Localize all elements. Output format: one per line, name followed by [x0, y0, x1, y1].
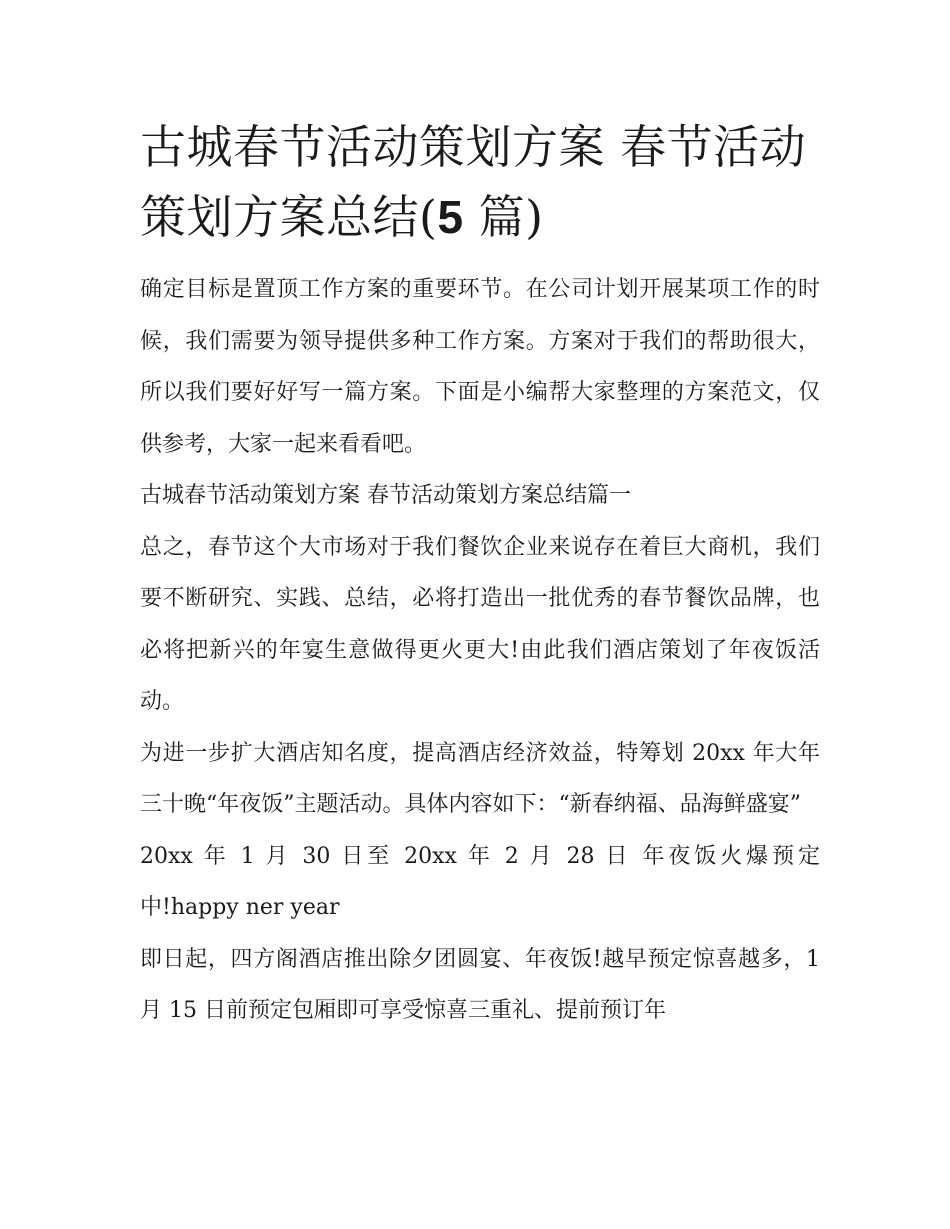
title-text: 古城春节活动策划方案 春节活动策划方案总结( — [140, 120, 807, 244]
body-paragraph: 20xx 年 1 月 30 日至 20xx 年 2 月 28 日 年夜饭火爆预定中!happy ner year — [140, 843, 820, 920]
document-title — [140, 112, 820, 252]
body-paragraph: 为进一步扩大酒店知名度，提高酒店经济效益，特筹划 20xx 年大年三十晚“年夜饭”主题活动。具体内容如下：“新春纳福、品海鲜盛宴” — [140, 740, 820, 817]
intro-paragraph: 确定目标是置顶工作方案的重要环节。在公司计划开展某项工作的时候，我们需要为领导提供多种工作方案。方案对于我们的帮助很大，所以我们要好好写一篇方案。下面是小编帮大家整理的方案范文，仅供参考，大家一起来看看吧。 — [140, 277, 820, 457]
title-count: 5 — [437, 191, 464, 243]
body-paragraph: 总之，春节这个大市场对于我们餐饮企业来说存在着巨大商机，我们要不断研究、实践、总结，必将打造出一批优秀的春节餐饮品牌，也必将把新兴的年宴生意做得更火更大!由此我们酒店策划了年夜饭活动。 — [140, 534, 820, 714]
section-heading: 古城春节活动策划方案 春节活动策划方案总结篇一 — [140, 483, 631, 508]
body-paragraph: 即日起，四方阁酒店推出除夕团圆宴、年夜饭!越早预定惊喜越多，1 月 15 日前预定包厢即可享受惊喜三重礼、提前预订年 — [140, 946, 820, 1023]
title-suffix: 篇) — [463, 190, 544, 244]
document-page — [140, 112, 820, 1037]
